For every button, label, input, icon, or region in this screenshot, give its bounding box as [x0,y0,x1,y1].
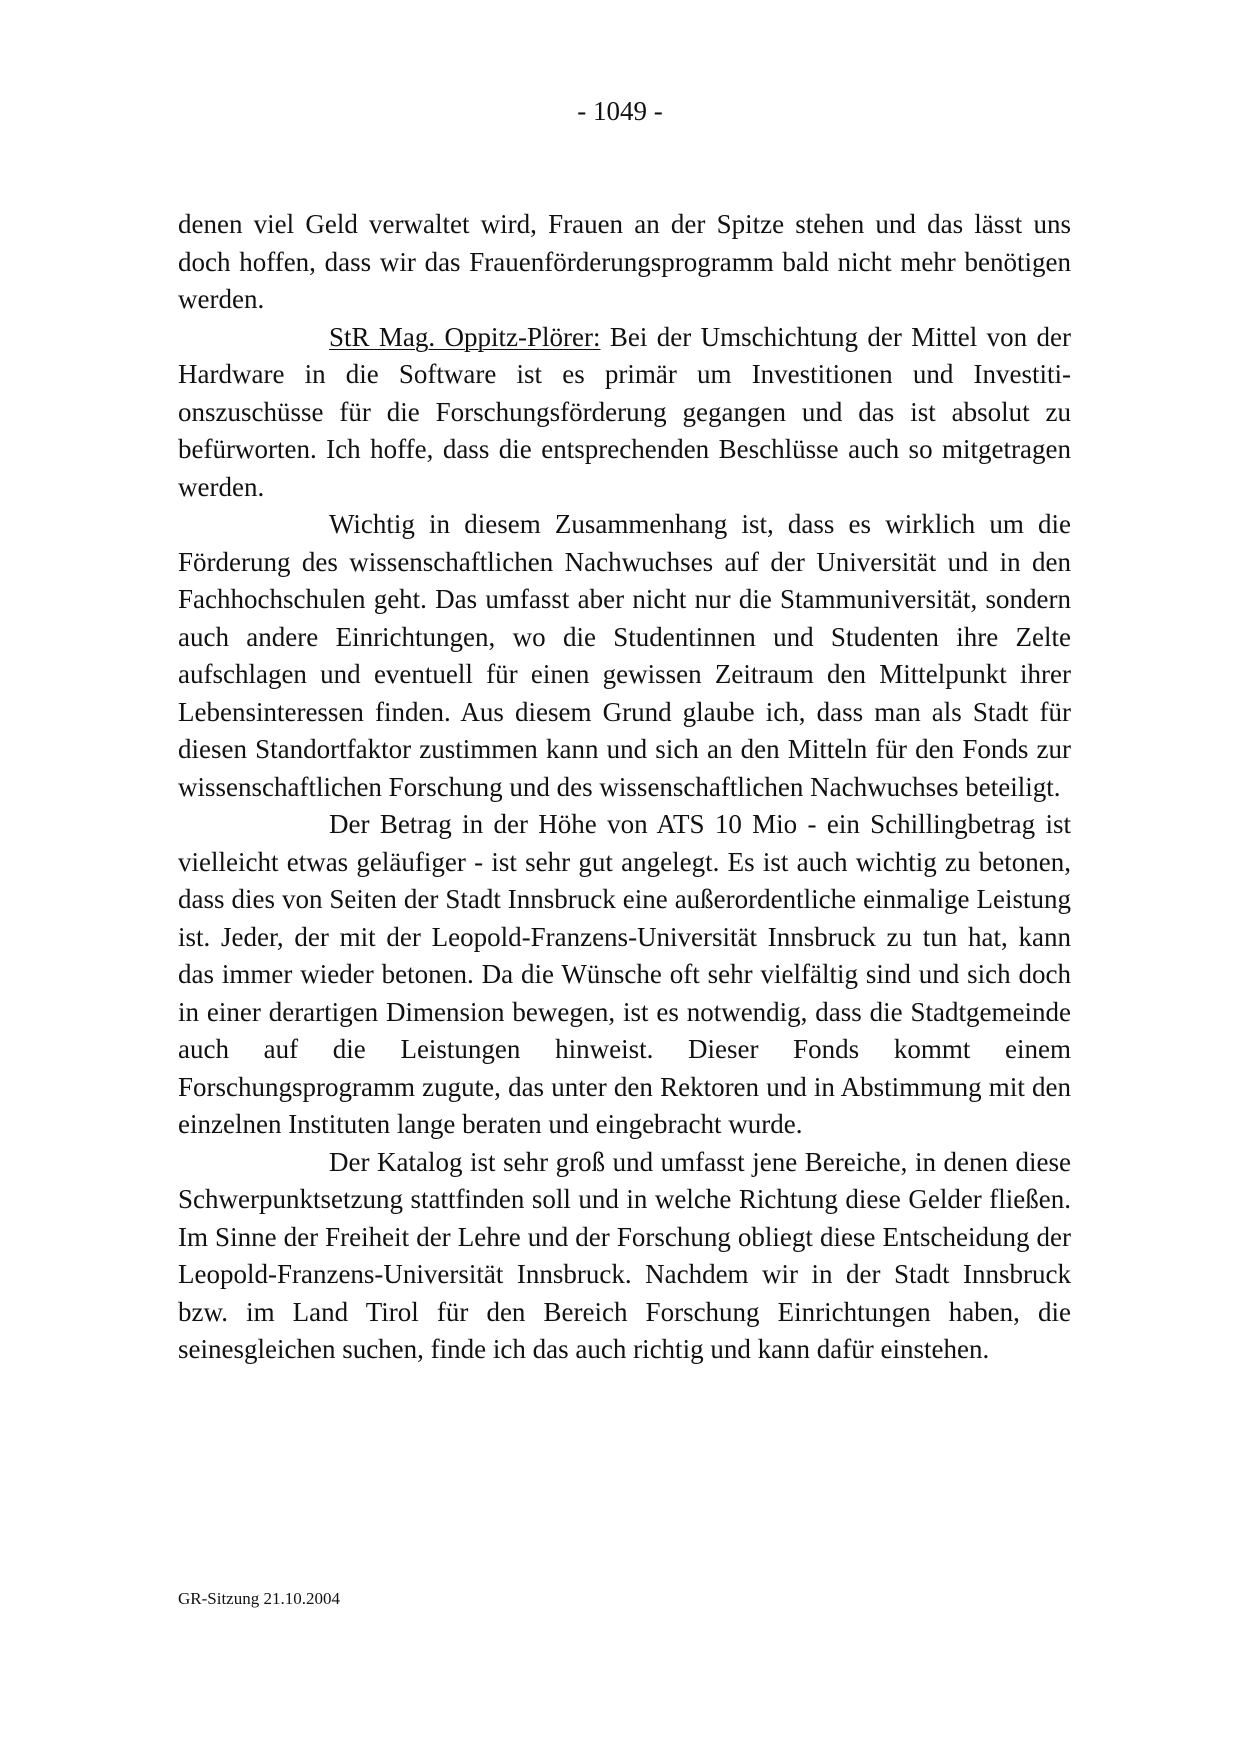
document-body [178,206,1071,1369]
paragraph [178,506,1071,806]
paragraph [178,806,1071,1144]
page-number: - 1049 - [577,96,663,126]
paragraph-text: Wichtig in diesem Zusammenhang ist, dass es wirklich um die Förderung des wissenschaftlichen Nachwuchses auf der Universität und in den Fachhochschulen geht. Das umfasst aber nicht nur die Stammuniversität, sondern auch andere Einrichtungen, wo die Studentinnen und Studenten ihre Zelte aufschlagen und eventuell für einen gewissen Zeitraum den Mittelpunkt ihrer Lebensinteressen finden. Aus diesem Grund glaube ich, dass man als Stadt für diesen Standortfaktor zustimmen kann und sich an den Mitteln für den Fonds zur wissenschaftlichen Forschung und des wissenschaftlichen Nachwuchses beteiligt. [178,509,1071,802]
paragraph-text: Der Betrag in der Höhe von ATS 10 Mio - ein Schillingbetrag ist vielleicht etwas geläufiger - ist sehr gut angelegt. Es ist auch wichtig zu betonen, dass dies von Seiten der Stadt Innsbruck eine außerordentliche einmalige Leistung ist. Jeder, der mit der Leopold-Franzens-Universität Innsbruck zu tun hat, kann das immer wieder betonen. Da die Wünsche oft sehr vielfältig sind und sich doch in einer derartigen Dimension bewegen, ist es notwendig, dass die Stadtgemeinde auch auf die Leistungen hinweist. Dieser Fonds kommt einem Forschungsprogramm zugute, das unter den Rektoren und in Abstimmung mit den einzelnen Instituten lange beraten und eingebracht wurde. [178,809,1071,1139]
paragraph-continuation [178,206,1071,319]
footer-session-date: GR-Sitzung 21.10.2004 [178,1589,340,1608]
paragraph [178,1144,1071,1369]
paragraph-speaker-statement [178,319,1071,507]
paragraph-text: Bei der Umschichtung der Mittel von der Hardware in die Software ist es primär um Investitionen und Investitionszuschüsse für die Forschungsförderung gegangen und das ist absolut zu befürworten. Ich hoffe, dass die entsprechenden Beschlüsse auch so mitgetragen werden. [178,321,1071,502]
speaker-name: StR Mag. Oppitz-Plörer: [329,321,601,352]
paragraph-text: Der Katalog ist sehr groß und umfasst jene Bereiche, in denen diese Schwerpunktsetzung stattfinden soll und in welche Richtung diese Gelder fließen. Im Sinne der Freiheit der Lehre und der Forschung obliegt diese Entscheidung der Leopold-Franzens-Universität Innsbruck. Nachdem wir in der Stadt Innsbruck bzw. im Land Tirol für den Bereich Forschung Einrichtungen haben, die seinesgleichen suchen, finde ich das auch richtig und kann dafür einstehen. [178,1146,1071,1364]
paragraph-text: denen viel Geld verwaltet wird, Frauen an der Spitze stehen und das lässt uns doch hoffen, dass wir das Frauenförderungsprogramm bald nicht mehr benötigen werden. [178,209,1071,314]
